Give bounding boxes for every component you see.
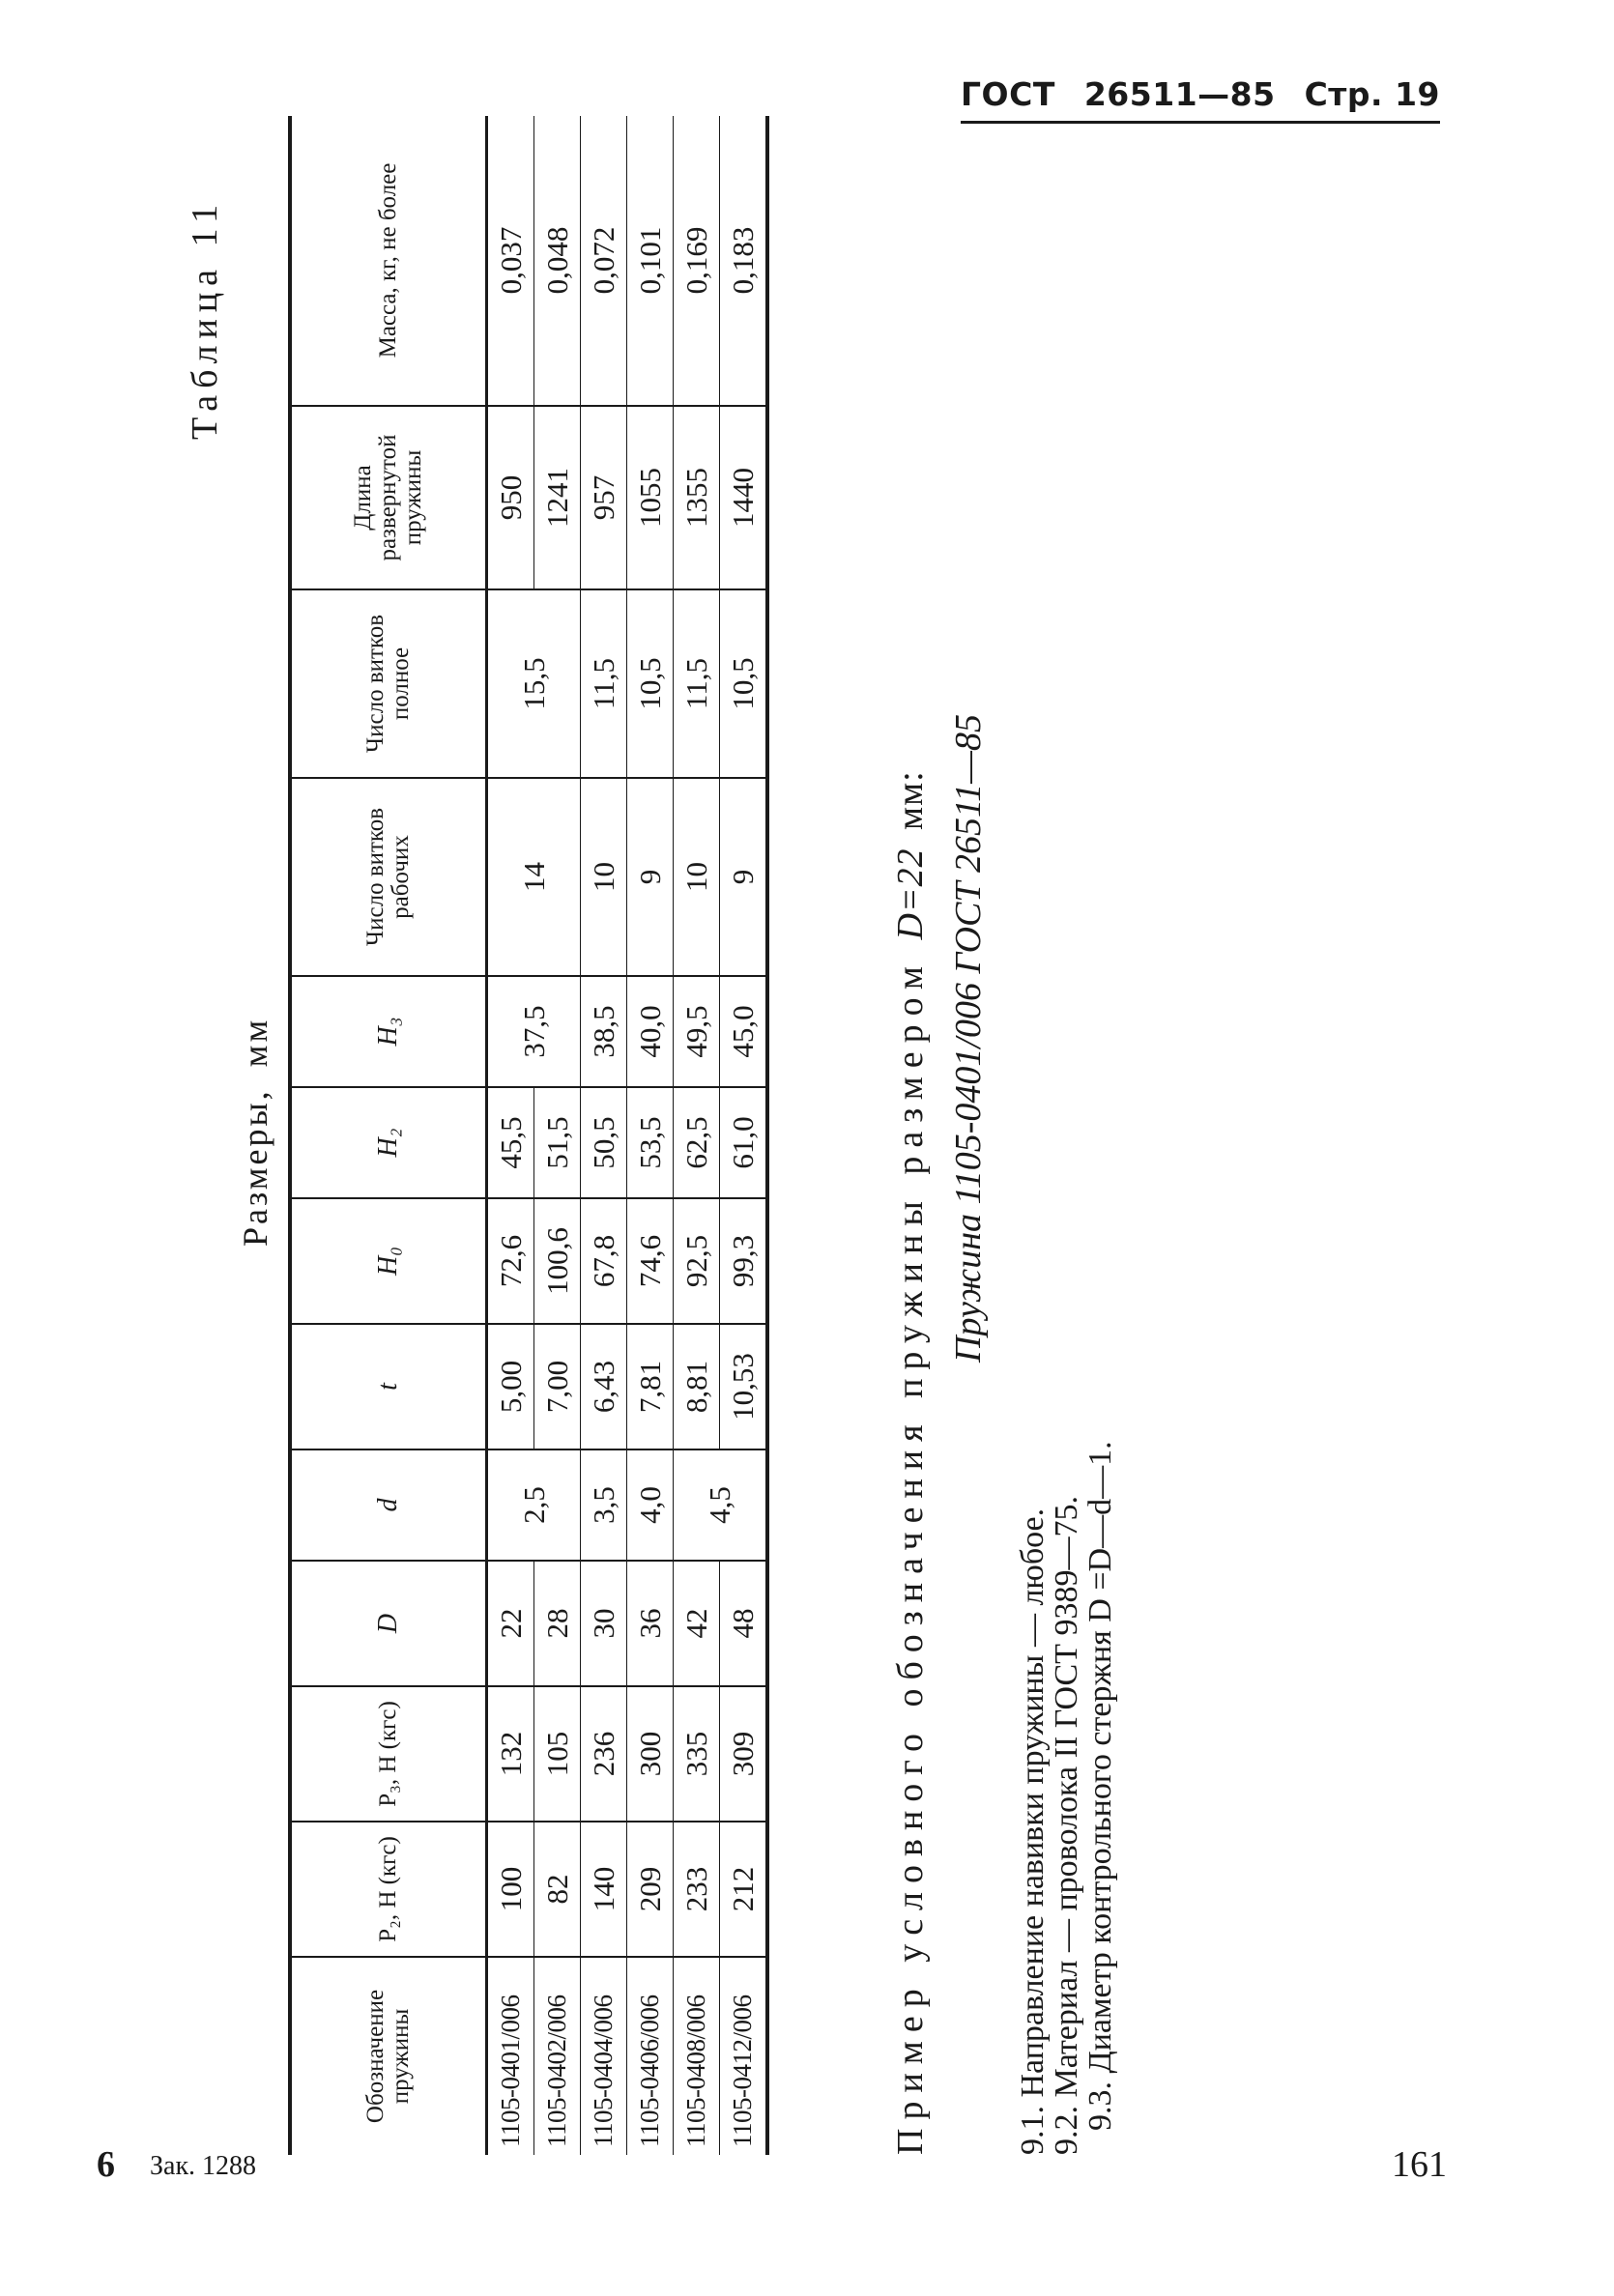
table-row [674, 116, 720, 2155]
cell-H0: 99,3 [720, 1198, 768, 1324]
cell-H2: 61,0 [720, 1087, 768, 1198]
cell-designation: 1105-0406/006 [627, 1957, 674, 2155]
cell-designation: 1105-0408/006 [674, 1957, 720, 2155]
cell-total-turns: 11,5 [581, 589, 627, 778]
cell-H0: 74,6 [627, 1198, 674, 1324]
col-total-turns: Число витков полное [290, 589, 487, 778]
cell-total-turns: 10,5 [720, 589, 768, 778]
cell-t: 5,00 [487, 1324, 534, 1449]
cell-D: 28 [534, 1561, 581, 1686]
cell-H3: 40,0 [627, 976, 674, 1087]
header-standard: ГОСТ [961, 75, 1055, 113]
cell-working-turns: 10 [674, 778, 720, 976]
cell-H0: 100,6 [534, 1198, 581, 1324]
cell-p2: 140 [581, 1822, 627, 1957]
cell-total-turns: 15,5 [487, 589, 581, 778]
cell-p3: 105 [534, 1686, 581, 1822]
col-length: Длина развернутой пружины [290, 406, 487, 589]
dimensions-caption [235, 1018, 275, 1247]
cell-H2: 50,5 [581, 1087, 627, 1198]
cell-length: 950 [487, 406, 534, 589]
col-d: d [290, 1449, 487, 1561]
cell-t: 8,81 [674, 1324, 720, 1449]
cell-H2: 62,5 [674, 1087, 720, 1198]
cell-d: 3,5 [581, 1449, 627, 1561]
cell-designation: 1105-0412/006 [728, 1995, 757, 2147]
cell-D: 36 [627, 1561, 674, 1686]
cell-p2: 209 [627, 1822, 674, 1957]
cell-t: 7,81 [627, 1324, 674, 1449]
cell-working-turns: 9 [720, 778, 768, 976]
springs-table [288, 116, 769, 2155]
footer-page-number: 161 [1392, 2144, 1447, 2185]
cell-total-turns: 10,5 [627, 589, 674, 778]
cell-p2: 212 [720, 1822, 768, 1957]
cell-H0: 72,6 [487, 1198, 534, 1324]
cell-p3: 309 [720, 1686, 768, 1822]
cell-p2: 233 [674, 1822, 720, 1957]
cell-D: 48 [720, 1561, 768, 1686]
cell-H2: 45,5 [487, 1087, 534, 1198]
cell-working-turns: 10 [581, 778, 627, 976]
cell-t: 6,43 [581, 1324, 627, 1449]
col-designation: Обозначение пружины [290, 1957, 487, 2155]
cell-p3: 300 [627, 1686, 674, 1822]
cell-H3: 38,5 [581, 976, 627, 1087]
table-header-row [290, 116, 487, 2155]
cell-designation: 1105-0401/006 [487, 1957, 534, 2155]
cell-designation: 1105-0402/006 [534, 1957, 581, 2155]
table-row [534, 116, 581, 2155]
cell-length: 1440 [720, 406, 768, 589]
cell-d: 4,5 [674, 1449, 768, 1561]
cell-H0: 67,8 [581, 1198, 627, 1324]
cell-H2: 53,5 [627, 1087, 674, 1198]
cell-mass: 0,037 [487, 116, 534, 406]
cell-length: 1355 [674, 406, 720, 589]
cell-p2: 100 [487, 1822, 534, 1957]
cell-d: 4,0 [627, 1449, 674, 1561]
col-p3: P₃, Н (кгс) [290, 1686, 487, 1822]
note-material: 9.2. Материал — проволока II ГОСТ 9389—75. [1049, 1496, 1084, 2155]
example-unit: мм: [890, 770, 931, 830]
cell-D: 22 [487, 1561, 534, 1686]
cell-mass: 0,101 [627, 116, 674, 406]
table-row [627, 116, 674, 2155]
cell-mass: 0,048 [534, 116, 581, 406]
cell-p3: 132 [487, 1686, 534, 1822]
cell-D: 30 [581, 1561, 627, 1686]
cell-H3: 49,5 [674, 976, 720, 1087]
cell-H2: 51,5 [534, 1087, 581, 1198]
col-H0: H₀ [290, 1198, 487, 1324]
example-designation: Пружина 1105-0401/006 ГОСТ 26511—85 [948, 714, 989, 1363]
col-H3: H₃ [290, 976, 487, 1087]
cell-working-turns: 9 [627, 778, 674, 976]
cell-designation: 1105-0404/006 [581, 1957, 627, 2155]
footer-sheet: 6 [97, 2144, 115, 2185]
cell-mass: 0,072 [581, 116, 627, 406]
col-mass: Масса, кг, не более [290, 116, 487, 406]
cell-D: 42 [674, 1561, 720, 1686]
cell-mass: 0,169 [674, 116, 720, 406]
cell-working-turns: 14 [487, 778, 581, 976]
col-p2: P₂, Н (кгс) [290, 1822, 487, 1957]
col-H2: H₂ [290, 1087, 487, 1198]
dimensions-label: Размеры, [236, 1088, 274, 1247]
example-line [889, 770, 932, 2155]
example-value: D=22 [890, 847, 931, 940]
cell-d: 2,5 [487, 1449, 581, 1561]
table-row [720, 116, 768, 2155]
cell-length: 1055 [627, 406, 674, 589]
footer-order: Зак. 1288 [150, 2151, 257, 2181]
col-t: t [290, 1324, 487, 1449]
cell-H3: 37,5 [487, 976, 581, 1087]
cell-length: 1241 [534, 406, 581, 589]
cell-total-turns: 11,5 [674, 589, 720, 778]
note-rod-diameter: 9.3. Диаметр контрольного стержня D =D—d—1. [1082, 1441, 1118, 2131]
note-winding: 9.1. Направление навивки пружины — любое. [1015, 1507, 1051, 2155]
cell-mass: 0,183 [720, 116, 768, 406]
cell-H0: 92,5 [674, 1198, 720, 1324]
col-working-turns: Число витков рабочих [290, 778, 487, 976]
col-D: D [290, 1561, 487, 1686]
header-number: 26511—85 [1083, 75, 1276, 113]
cell-p2: 82 [534, 1822, 581, 1957]
cell-H3: 45,0 [720, 976, 768, 1087]
example-label: Пример условного обозначения пружины размером [890, 958, 931, 2155]
header-page: Стр. 19 [1304, 75, 1440, 113]
table-caption: Таблица 11 [185, 197, 225, 440]
cell-t: 7,00 [534, 1324, 581, 1449]
cell-t: 10,53 [720, 1324, 768, 1449]
cell-length: 957 [581, 406, 627, 589]
rotated-content [97, 0, 1527, 2213]
cell-p3: 335 [674, 1686, 720, 1822]
dimensions-unit: мм [236, 1017, 274, 1068]
table-row [581, 116, 627, 2155]
table-row [487, 116, 534, 2155]
cell-p3: 236 [581, 1686, 627, 1822]
